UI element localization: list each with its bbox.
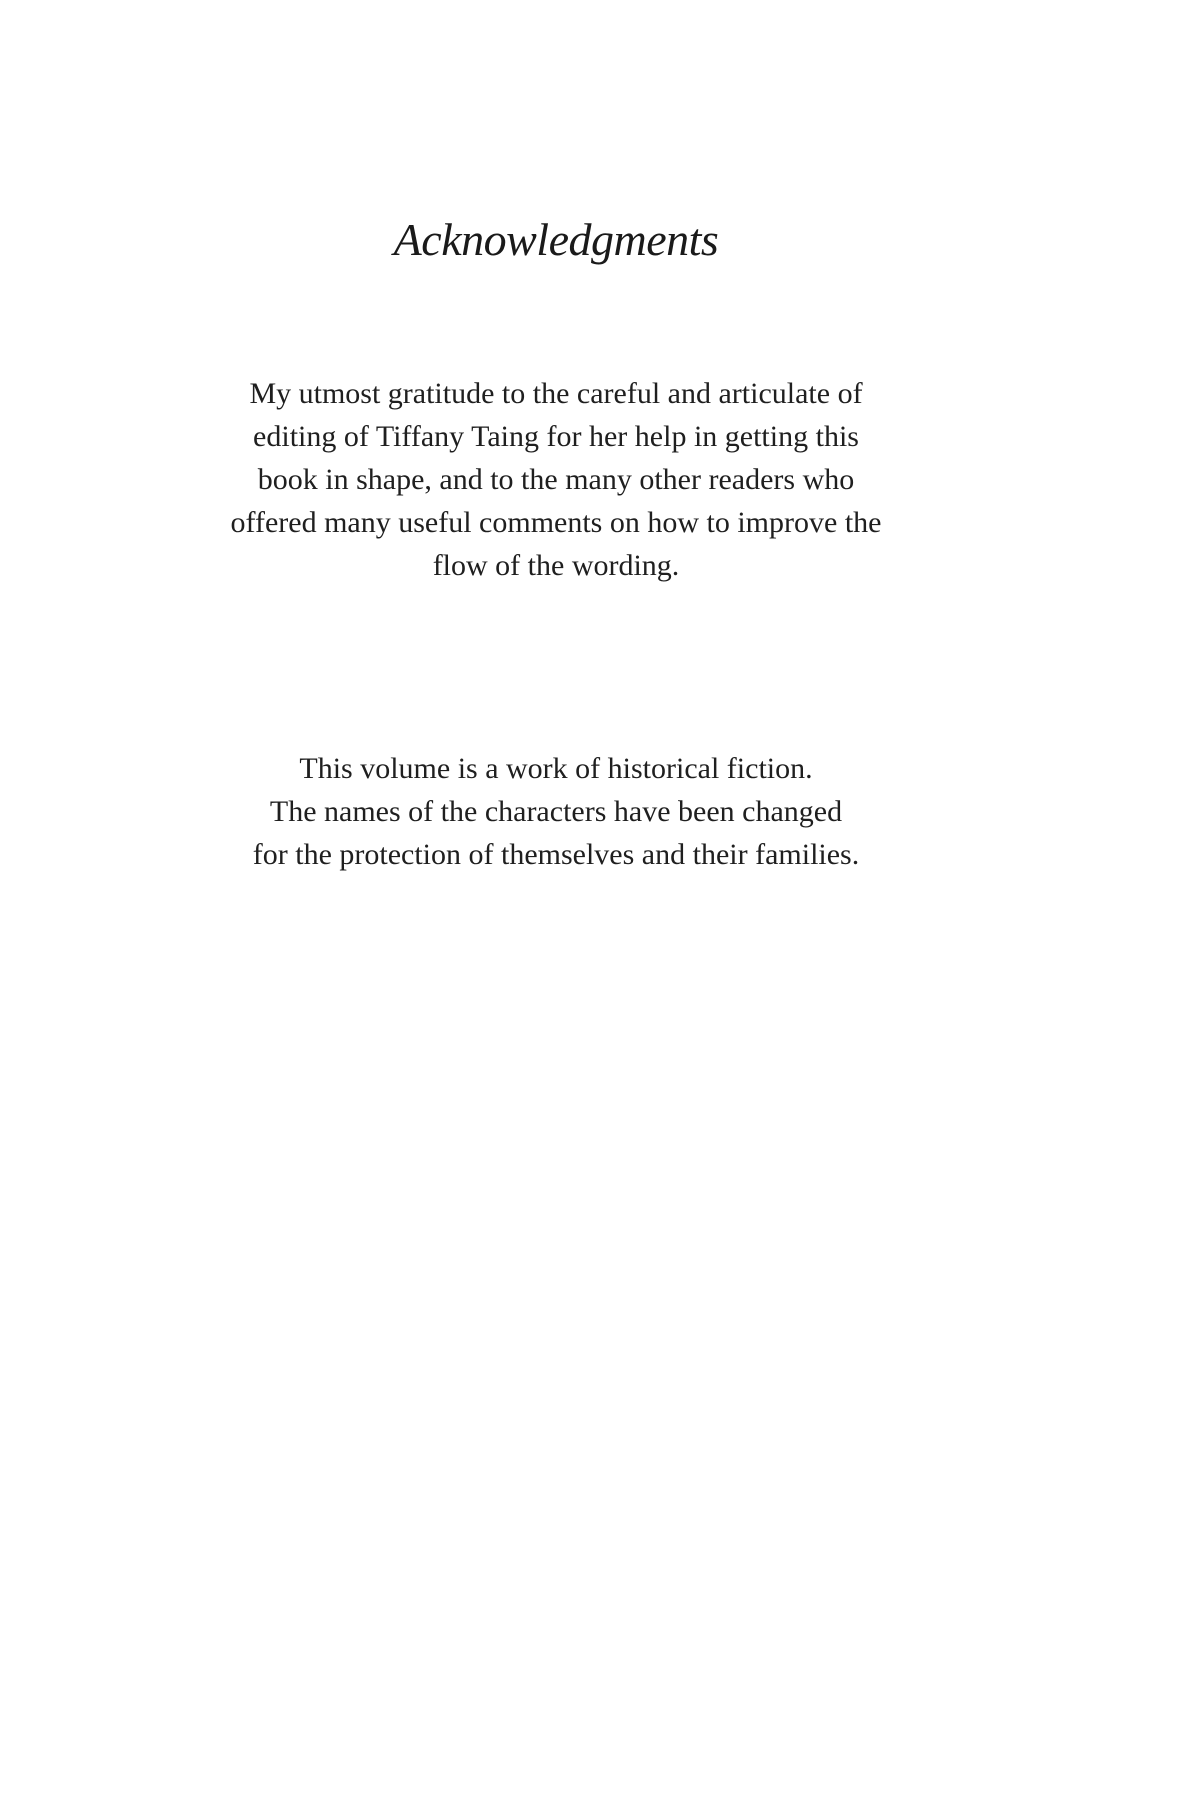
- acknowledgment-line: offered many useful comments on how to improve the: [230, 506, 882, 539]
- acknowledgment-line: editing of Tiffany Taing for her help in getting this: [253, 420, 859, 453]
- acknowledgment-line: flow of the wording.: [432, 549, 680, 582]
- acknowledgment-paragraph: [0, 372, 1112, 587]
- disclaimer-line: for the protection of themselves and their families.: [252, 838, 860, 871]
- fiction-disclaimer: [0, 747, 1112, 876]
- page-title: Acknowledgments: [393, 214, 719, 265]
- acknowledgment-line: book in shape, and to the many other readers who: [257, 463, 855, 496]
- disclaimer-line: This volume is a work of historical fiction.: [299, 752, 813, 785]
- disclaimer-line: The names of the characters have been changed: [269, 795, 843, 828]
- acknowledgment-line: My utmost gratitude to the careful and articulate of: [249, 377, 863, 410]
